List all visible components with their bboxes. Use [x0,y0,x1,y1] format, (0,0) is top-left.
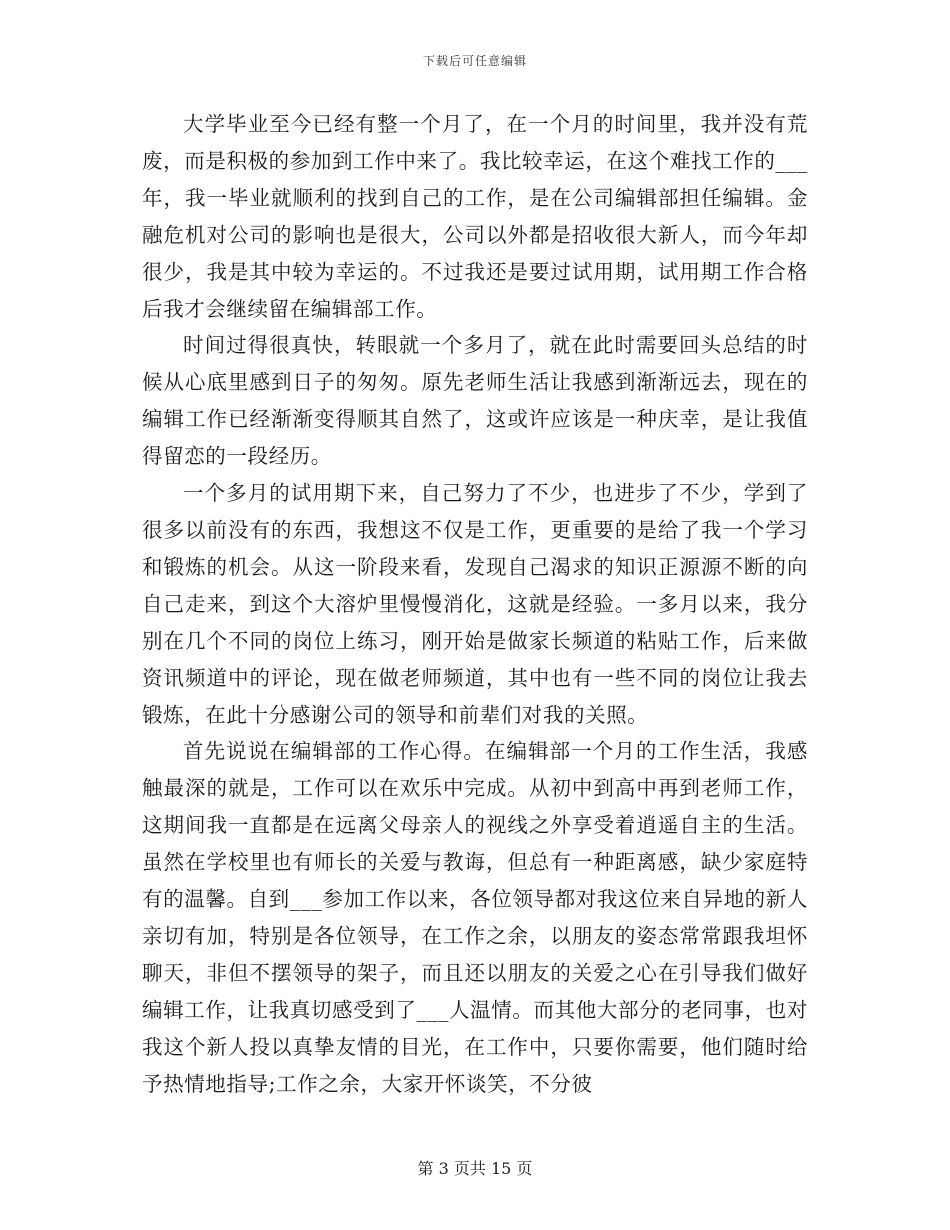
page-number-footer: 第 3 页共 15 页 [417,1159,533,1178]
paragraph-1: 大学毕业至今已经有整一个月了，在一个月的时间里，我并没有荒废，而是积极的参加到工作中来了。我比较幸运，在这个难找工作的___年，我一毕业就顺利的找到自己的工作，是在公司编辑部担任编辑。金融危机对公司的影响也是很大，公司以外都是招收很大新人，而今年却很少，我是其中较为幸运的。不过我还是要过试用期，试用期工作合格后我才会继续留在编辑部工作。 [142,112,808,321]
page-header: 下载后可任意编辑 [422,54,527,68]
paragraph-3: 一个多月的试用期下来，自己努力了不少，也进步了不少，学到了很多以前没有的东西，我想这不仅是工作，更重要的是给了我一个学习和锻炼的机会。从这一阶段来看，发现自己渴求的知识正源源不断的向自己走来，到这个大溶炉里慢慢消化，这就是经验。一多月以来，我分别在几个不同的岗位上练习，刚开始是做家长频道的粘贴工作，后来做资讯频道中的评论，现在做老师频道，其中也有一些不同的岗位让我去锻炼，在此十分感谢公司的领导和前辈们对我的关照。 [142,481,808,727]
paragraph-2: 时间过得很真快，转眼就一个多月了，就在此时需要回头总结的时候从心底里感到日子的匆匆。原先老师生活让我感到渐渐远去，现在的编辑工作已经渐渐变得顺其自然了，这或许应该是一种庆幸，是让我值得留恋的一段经历。 [142,333,808,469]
document-body [142,106,808,1102]
paragraph-4: 首先说说在编辑部的工作心得。在编辑部一个月的工作生活，我感触最深的就是，工作可以在欢乐中完成。从初中到高中再到老师工作，这期间我一直都是在远离父母亲人的视线之外享受着逍遥自主的生活。虽然在学校里也有师长的关爱与教诲，但总有一种距离感，缺少家庭特有的温馨。自到___参加工作以来，各位领导都对我这位来自异地的新人亲切有加，特别是各位领导，在工作之余，以朋友的姿态常常跟我坦怀聊天，非但不摆领导的架子，而且还以朋友的关爱之心在引导我们做好编辑工作，让我真切感受到了___人温情。而其他大部分的老同事，也对我这个新人投以真挚友情的目光，在工作中，只要你需要，他们随时给予热情地指导;工作之余，大家开怀谈笑，不分彼 [142,739,808,1096]
